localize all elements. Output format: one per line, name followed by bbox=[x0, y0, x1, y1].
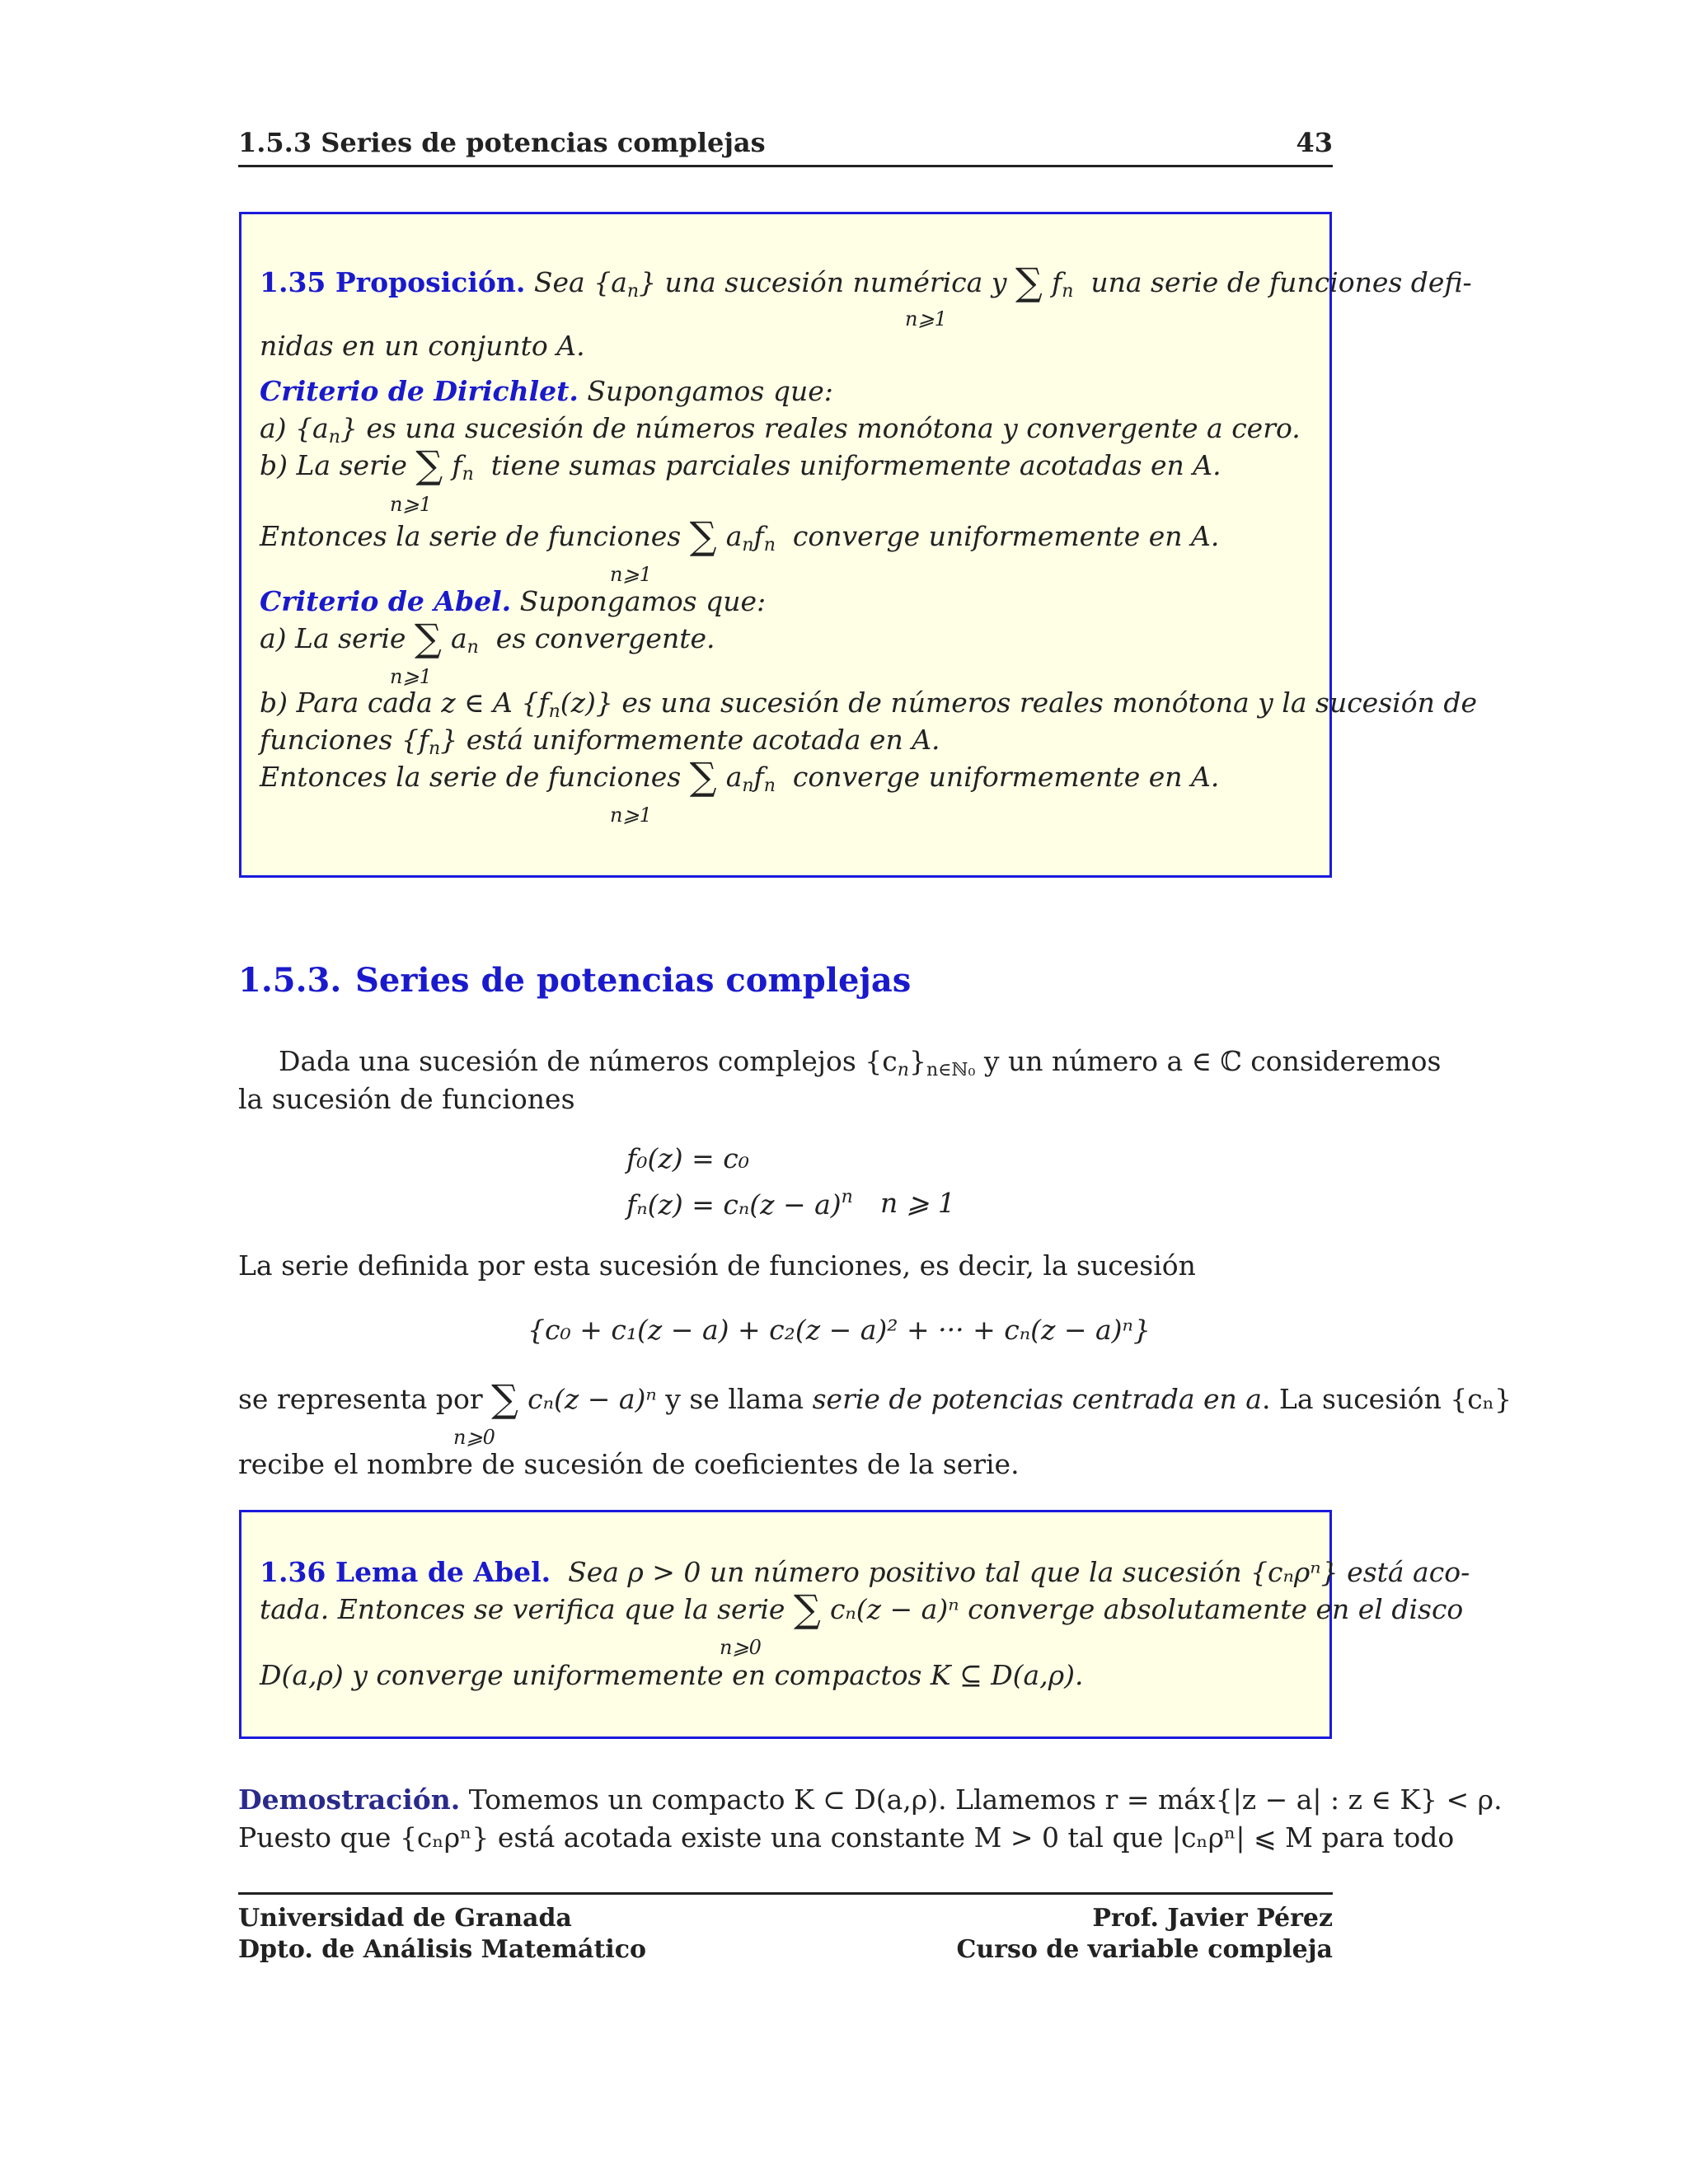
abel-conclusion: Entonces la serie de funciones ∑ anfn converge uniformemente en A. bbox=[260, 754, 1220, 799]
dirichlet-line: Criterio de Dirichlet. Supongamos que: bbox=[260, 375, 833, 407]
paragraph-2-line-1: La serie definida por esta sucesión de funciones, es decir, la sucesión bbox=[238, 1249, 1196, 1282]
footer-left: Universidad de Granada Dpto. de Análisis Matemático bbox=[238, 1904, 646, 1964]
paragraph-1-line-2: la sucesión de funciones bbox=[238, 1083, 575, 1115]
equation-partial-sums: {c₀ + c₁(z − a) + c₂(z − a)² + ··· + cₙ(z − a)ⁿ} bbox=[528, 1314, 1151, 1346]
lemma-line-3: D(a,ρ) y converge uniformemente en compactos K ⊆ D(a,ρ). bbox=[260, 1659, 1084, 1691]
paragraph-2-line-3: recibe el nombre de sucesión de coeficientes de la serie. bbox=[238, 1448, 1020, 1480]
proof-label: Demostración. bbox=[238, 1783, 461, 1816]
proof-line-1: Demostración. Tomemos un compacto K ⊂ D(a,ρ). Llamemos r = máx{|z − a| : z ∈ K} < ρ. bbox=[238, 1783, 1503, 1816]
abel-a: a) La serie ∑ an es convergente. bbox=[260, 616, 715, 660]
page: 1.5.3 Series de potencias complejas 43 1.35 Proposición. Sea {an} una sucesión numérica y ∑ fn una serie de funciones defi- n⩾1 nidas en un conjunto A. Criterio de Dirichlet. Supongamos que: a) {an} es una sucesión de números reales monótona y convergente a cero. b) La serie ∑ fn tiene sumas parciales uniformemente acotadas en A. n⩾1 Entonces la serie de funciones ∑ anfn converge uniformemente en A. n⩾1 Criterio de Abel. Supongamos que: a) La serie ∑ an es convergente. n⩾1 b) Para cada z ∈ A {fn(z)} es una sucesión de números reales monótona y la sucesión de funciones {fn} está uniformemente acotada en A. Entonces la serie de funciones ∑ anfn converge uniformemente en A. n⩾1 1.5.3. Series de potencias complejas Dada una sucesión de números complejos {cn}n∈ℕ₀ y un número a ∈ ℂ consideremos la sucesión de funciones f₀(z) = c₀ $f_n(z) = c_n(z - a)^n$ n ⩾ 1 La serie definida por esta sucesión de funciones, es decir, la sucesión {c₀ + c₁(z − a) + c₂(z − a)² + ··· + cₙ(z − a)ⁿ} se representa por ∑ cₙ(z − a)ⁿ y se llama serie de potencias centrada en a. La sucesión {cₙ} n⩾0 recibe el nombre de sucesión de coeficientes de la serie. 1.36 Lema de Abel. Sea ρ > 0 un número positivo tal que la sucesión {cₙρⁿ} está aco- tada. Entonces se verifica que la serie ∑ cₙ(z − a)ⁿ converge absolutamente en el disco n⩾0 D(a,ρ) y converge uniformemente en compactos K ⊆ D(a,ρ). Demostración. Tomemos un compacto K ⊂ D(a,ρ). Llamemos r = máx{|z − a| : z ∈ K} < ρ. Puesto que {cₙρⁿ} está acotada existe una constante M > 0 tal que |cₙρⁿ| ⩽ M para todo Universidad de Granada Dpto. de Análisis Matemático Prof. Javier Pérez Curso de variable compleja bbox=[238, 127, 1512, 1964]
section-title: Series de potencias complejas bbox=[355, 961, 912, 1000]
lemma-line-2: tada. Entonces se verifica que la serie ∑ cₙ(z − a)ⁿ converge absolutamente en el disco bbox=[260, 1586, 1464, 1631]
page-footer bbox=[238, 1892, 1333, 1964]
footer-right: Prof. Javier Pérez Curso de variable compleja bbox=[956, 1904, 1333, 1964]
abel-line: Criterio de Abel. Supongamos que: bbox=[260, 585, 767, 617]
equation-f0: f₀(z) = c₀ bbox=[626, 1142, 749, 1174]
equation-fn: $f_n(z) = c_n(z - a)^n$ bbox=[626, 1187, 853, 1221]
prop-line-1: 1.35 Proposición. Sea {an} una sucesión numérica y ∑ fn una serie de funciones defi- bbox=[260, 260, 1472, 304]
lemma-label: 1.36 Lema de Abel. bbox=[260, 1556, 551, 1588]
section-number: 1.5.3. bbox=[238, 961, 342, 1000]
page-number: 43 bbox=[1296, 127, 1333, 158]
dirichlet-conclusion: Entonces la serie de funciones ∑ anfn converge uniformemente en A. bbox=[260, 513, 1220, 558]
proof-line-2: Puesto que {cₙρⁿ} está acotada existe una constante M > 0 tal que |cₙρⁿ| ⩽ M para todo bbox=[238, 1821, 1455, 1854]
section-heading bbox=[238, 961, 911, 1000]
abel-b-cont: funciones {fn} está uniformemente acotada en A. bbox=[260, 724, 940, 759]
equation-condition: n ⩾ 1 bbox=[880, 1187, 955, 1219]
dirichlet-a: a) {an} es una sucesión de números reales monótona y convergente a cero. bbox=[260, 412, 1301, 448]
page-header bbox=[238, 125, 1333, 167]
dirichlet-b: b) La serie ∑ fn tiene sumas parciales uniformemente acotadas en A. bbox=[260, 443, 1221, 487]
sum-symbol: ∑ bbox=[1015, 260, 1043, 304]
prop-label: 1.35 Proposición. bbox=[260, 266, 526, 298]
abel-b: b) Para cada z ∈ A {fn(z)} es una sucesión de números reales monótona y la sucesión de bbox=[260, 687, 1477, 722]
abel-label: Criterio de Abel. bbox=[260, 585, 512, 617]
dirichlet-label: Criterio de Dirichlet. bbox=[260, 375, 579, 407]
header-section-title: 1.5.3 Series de potencias complejas bbox=[238, 127, 766, 158]
prop-line-2: nidas en un conjunto A. bbox=[260, 330, 585, 362]
paragraph-1-line-1: Dada una sucesión de números complejos {cn}n∈ℕ₀ y un número a ∈ ℂ consideremos bbox=[279, 1045, 1442, 1080]
lemma-box: 1.36 Lema de Abel. Sea ρ > 0 un número positivo tal que la sucesión {cₙρⁿ} está aco- tada. Entonces se verifica que la serie ∑ cₙ(z − a)ⁿ converge absolutamente en el disco n⩾0 D(a,ρ) y converge uniformemente en compactos K ⊆ D(a,ρ). bbox=[239, 1510, 1332, 1739]
lemma-line-1: 1.36 Lema de Abel. Sea ρ > 0 un número positivo tal que la sucesión {cₙρⁿ} está aco- bbox=[260, 1556, 1470, 1588]
paragraph-2-line-2: se representa por ∑ cₙ(z − a)ⁿ y se llama serie de potencias centrada en a. La sucesión {cₙ} bbox=[238, 1376, 1512, 1421]
proposition-box: 1.35 Proposición. Sea {an} una sucesión numérica y ∑ fn una serie de funciones defi- n⩾1 nidas en un conjunto A. Criterio de Dirichlet. Supongamos que: a) {an} es una sucesión de números reales monótona y convergente a cero. b) La serie ∑ fn tiene sumas parciales uniformemente acotadas en A. n⩾1 Entonces la serie de funciones ∑ anfn converge uniformemente en A. n⩾1 Criterio de Abel. Supongamos que: a) La serie ∑ an es convergente. n⩾1 b) Para cada z ∈ A {fn(z)} es una sucesión de números reales monótona y la sucesión de funciones {fn} está uniformemente acotada en A. Entonces la serie de funciones ∑ anfn converge uniformemente en A. n⩾1 bbox=[239, 212, 1332, 878]
